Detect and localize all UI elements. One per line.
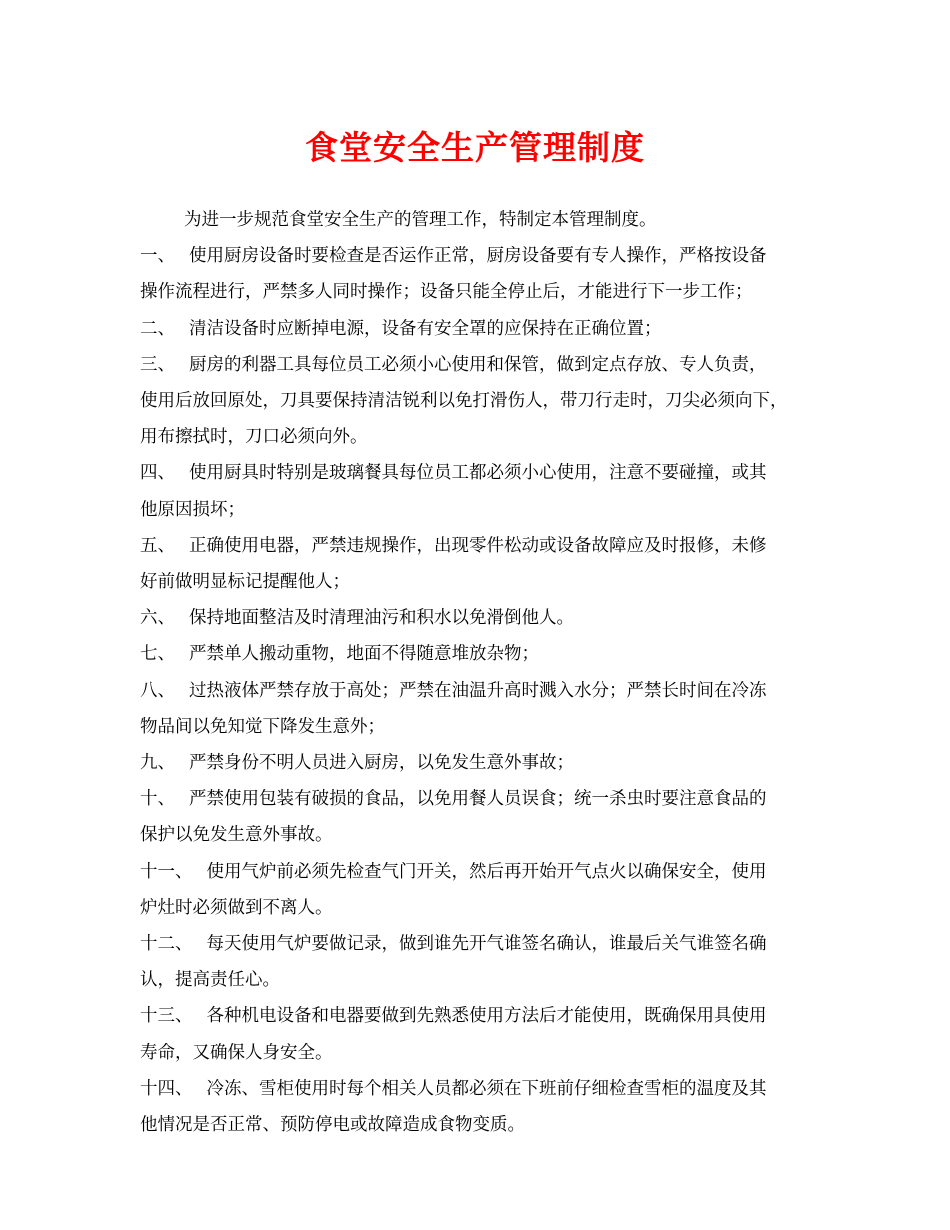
rule-text: 过热液体严禁存放于高处；严禁在油温升高时溅入水分；严禁长时间在冷冻 (189, 680, 767, 701)
rule-number: 四、 (140, 463, 175, 484)
rule-line-first (140, 781, 830, 817)
rule-text: 每天使用气炉要做记录，做到谁先开气谁签名确认，谁最后关气谁签名确 (206, 934, 767, 955)
rules-list (140, 238, 830, 1143)
document-title: 食堂安全生产管理制度 (305, 128, 645, 167)
rule-text: 操作流程进行，严禁多人同时操作；设备只能全停止后，才能进行下一步工作； (140, 282, 753, 303)
rule-line-continued (140, 1035, 830, 1071)
rule-text: 冷冻、雪柜使用时每个相关人员都必须在下班前仔细检查雪柜的温度及其 (206, 1078, 767, 1099)
rule-text: 炉灶时必须做到不离人。 (140, 897, 333, 918)
rule-item (140, 347, 830, 456)
rule-text: 保持地面整洁及时清理油污和积水以免滑倒他人。 (189, 608, 574, 629)
rule-line-first (140, 600, 830, 636)
rule-line-first (140, 347, 830, 383)
rule-text: 严禁身份不明人员进入厨房，以免发生意外事故； (189, 753, 574, 774)
rule-text: 他原因损坏； (140, 499, 245, 520)
rule-number: 三、 (140, 354, 175, 375)
rule-line-continued (140, 492, 830, 528)
rule-line-continued (140, 564, 830, 600)
rule-text: 好前做明显标记提醒他人； (140, 572, 350, 593)
rule-line-first (140, 745, 830, 781)
rule-number: 九、 (140, 753, 175, 774)
rule-text: 使用气炉前必须先检查气门开关，然后再开始开气点火以确保安全，使用 (206, 861, 767, 882)
rule-text: 寿命，又确保人身安全。 (140, 1042, 333, 1063)
rule-line-continued (140, 419, 830, 455)
rule-line-first (140, 926, 830, 962)
rule-item (140, 673, 830, 745)
rule-text: 使用后放回原处，刀具要保持清洁锐利以免打滑伤人，带刀行走时，刀尖必须向下， (140, 391, 788, 412)
rule-number: 八、 (140, 680, 175, 701)
rule-item (140, 781, 830, 853)
rule-line-first (140, 673, 830, 709)
rule-item (140, 600, 830, 636)
rule-number: 十四、 (140, 1078, 193, 1099)
rule-text: 使用厨房设备时要检查是否运作正常，厨房设备要有专人操作，严格按设备 (189, 246, 767, 267)
rule-line-first (140, 455, 830, 491)
rule-text: 用布擦拭时，刀口必须向外。 (140, 427, 368, 448)
rule-line-first (140, 238, 830, 274)
rule-item (140, 636, 830, 672)
rule-text: 正确使用电器，严禁违规操作，出现零件松动或设备故障应及时报修，未修 (189, 535, 767, 556)
rule-line-continued (140, 274, 830, 310)
rule-number: 十三、 (140, 1006, 193, 1027)
rule-line-first (140, 311, 830, 347)
rule-text: 厨房的利器工具每位员工必须小心使用和保管，做到定点存放、专人负责， (189, 354, 767, 375)
rule-line-first (140, 854, 830, 890)
rule-text: 认，提高责任心。 (140, 970, 280, 991)
rule-text: 物品间以免知觉下降发生意外； (140, 716, 385, 737)
rule-line-continued (140, 383, 830, 419)
rule-number: 五、 (140, 535, 175, 556)
rule-number: 一、 (140, 246, 175, 267)
rule-item (140, 745, 830, 781)
rule-text: 严禁单人搬动重物，地面不得随意堆放杂物； (189, 644, 539, 665)
rule-line-first (140, 998, 830, 1034)
rule-text: 使用厨具时特别是玻璃餐具每位员工都必须小心使用，注意不要碰撞，或其 (189, 463, 767, 484)
rule-number: 十、 (140, 789, 175, 810)
intro-paragraph: 为进一步规范食堂安全生产的管理工作，特制定本管理制度。 (184, 210, 657, 230)
rule-number: 十二、 (140, 934, 193, 955)
rule-line-continued (140, 1107, 830, 1143)
rule-line-first (140, 528, 830, 564)
rule-text: 保护以免发生意外事故。 (140, 825, 333, 846)
rule-line-continued (140, 709, 830, 745)
rule-line-continued (140, 817, 830, 853)
rule-line-first (140, 1071, 830, 1107)
rule-number: 十一、 (140, 861, 193, 882)
rule-number: 七、 (140, 644, 175, 665)
rule-number: 二、 (140, 318, 175, 339)
rule-text: 严禁使用包装有破损的食品，以免用餐人员误食；统一杀虫时要注意食品的 (189, 789, 767, 810)
rule-text: 清洁设备时应断掉电源，设备有安全罩的应保持在正确位置； (189, 318, 662, 339)
rule-line-continued (140, 890, 830, 926)
rule-item (140, 238, 830, 310)
rule-text: 各种机电设备和电器要做到先熟悉使用方法后才能使用，既确保用具使用 (206, 1006, 767, 1027)
rule-item (140, 998, 830, 1070)
rule-item (140, 926, 830, 998)
rule-line-first (140, 636, 830, 672)
rule-item (140, 455, 830, 527)
document-body (140, 202, 830, 1143)
rule-item (140, 1071, 830, 1143)
rule-item (140, 854, 830, 926)
rule-text: 他情况是否正常、预防停电或故障造成食物变质。 (140, 1115, 525, 1136)
rule-item (140, 311, 830, 347)
rule-number: 六、 (140, 608, 175, 629)
rule-item (140, 528, 830, 600)
rule-line-continued (140, 962, 830, 998)
